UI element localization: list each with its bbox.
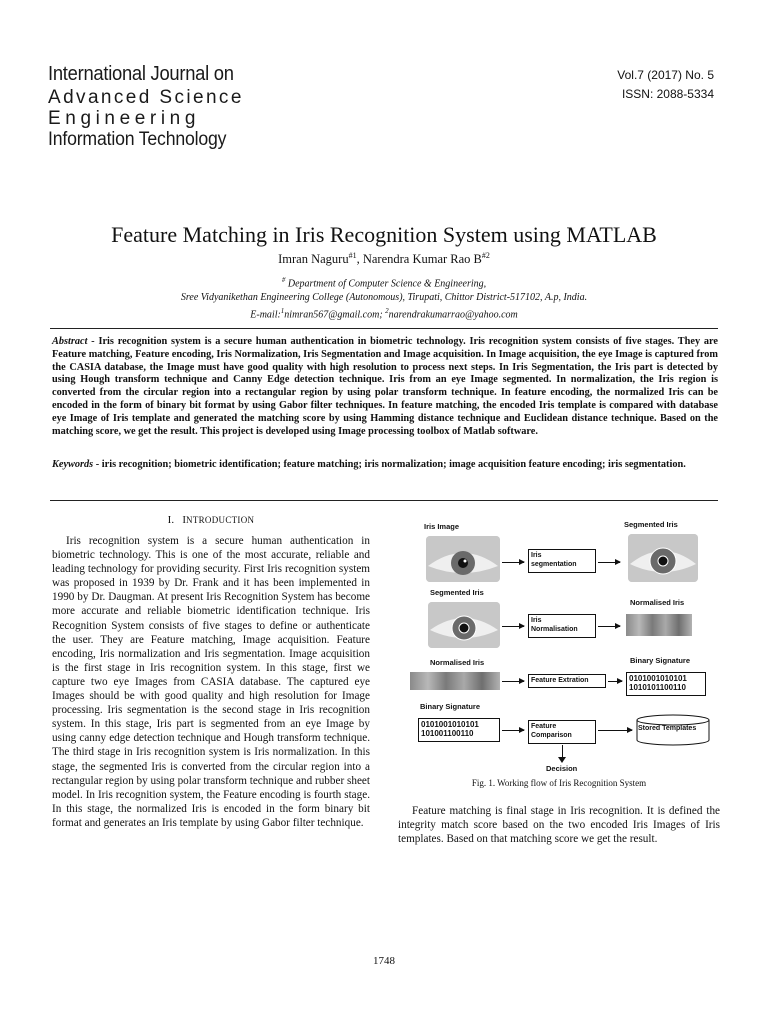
intro-paragraph: Iris recognition system is a secure human authentication in biometric technology. This is one of the most accurate, reliable and leading technology for providing security. First Iris recognition system was proposed in 1939 by Dr. Frank and it has been implemented in 1990 by Dr. Daugman. At present Iris Recognition System has become more accurate and reliable biometric identification technique. Iris Recognition System consists of five stages to define or authenticate the user. They are Feature matching, Image acquisition. Feature encoding, Iris normalization and Iris segmentation. Image acquisition is the first stage in Iris recognition system. In this stage, first we capture two eye Images from CASIA database. The captured eye Images should be with good quality and high resolution for Image processing. Iris segmentation is the second stage in Iris recognition system. In this stage, Iris part is segmented from an eye Image by using canny edge detection technique and Hough transform technique. The third stage in Iris recognition system is Iris normalization. In this stage, the segmented Iris is converted from the circular region into a rectangular region by using polar transform technique and rubber sheet model. In Iris recognition system, the Feature encoding is fourth stage. In this stage, the normalized Iris is encoded in the form binary bit format and generates an Iris template by using Gabor filter technique. <box>52 535 370 829</box>
journal-logo <box>48 64 250 149</box>
intro-paragraph-right: Feature matching is final stage in Iris recognition. It is defined the integrity match score based on the two encoded Iris Images of Iris templates. Based on that matching score we get the result. <box>398 805 720 846</box>
eye-icon <box>426 536 500 582</box>
divider <box>50 500 718 501</box>
section-title-initial: I <box>182 514 187 526</box>
keywords-label: Keywords <box>52 459 94 470</box>
affiliation-college: Sree Vidyanikethan Engineering College (Autonomous), Tirupati, Chittor District-517102, A.p, India. <box>180 292 588 303</box>
label-iris-image: Iris Image <box>424 522 460 531</box>
email-address[interactable]: narendrakumarrao@yahoo.com <box>388 309 518 321</box>
author-marker: #1 <box>348 251 357 260</box>
section-heading <box>52 514 370 526</box>
arrow-head <box>558 757 566 763</box>
flow-arrow <box>598 626 620 627</box>
normalised-iris-strip <box>626 614 692 636</box>
affiliation-marker: # <box>281 276 286 284</box>
section-number: I. <box>167 514 175 526</box>
box-iris-segmentation: Iris segmentation <box>528 549 596 573</box>
volume-number: Vol.7 (2017) No. 5 <box>617 68 714 82</box>
section-title-rest: NTRODUCTION <box>186 515 255 525</box>
normalised-iris-strip <box>410 672 500 690</box>
page-number: 1748 <box>373 955 395 967</box>
paper-title: Feature Matching in Iris Recognition System using MATLAB <box>111 222 657 247</box>
label-normalised-iris: Normalised Iris <box>630 598 685 607</box>
email-line <box>0 307 768 320</box>
journal-name-line1: International Journal on <box>48 63 234 85</box>
segmented-eye-image <box>628 534 698 582</box>
author-name: Narendra Kumar Rao B <box>362 252 482 267</box>
keywords-block <box>52 457 718 473</box>
flow-arrow <box>598 562 620 563</box>
affiliation-department <box>0 276 768 289</box>
box-iris-normalisation: Iris Normalisation <box>528 614 596 638</box>
journal-name-line3: Engineering <box>48 108 201 129</box>
flow-arrow <box>598 730 632 731</box>
divider <box>50 328 718 329</box>
flow-arrow <box>502 730 524 731</box>
eye-icon <box>428 602 500 648</box>
department-text: Department of Computer Science & Engineering, <box>285 278 487 290</box>
journal-volume-info <box>617 66 714 104</box>
binary-code-box: 0101001010101 101001100110 <box>418 718 500 742</box>
flow-arrow <box>608 681 622 682</box>
email-marker: 1 <box>280 307 285 315</box>
eye-icon <box>628 534 698 582</box>
label-normalised-iris: Normalised Iris <box>430 658 485 667</box>
box-feature-comparison: Feature Comparison <box>528 720 596 744</box>
figure-flow-diagram <box>400 514 720 776</box>
abstract-block <box>52 336 718 438</box>
box-feature-extration: Feature Extration <box>528 674 606 688</box>
binary-code-box: 0101001010101 1010101100110 <box>626 672 706 696</box>
label-binary-signature: Binary Signature <box>420 702 481 711</box>
email-address[interactable]: nimran567@gmail.com; <box>284 309 386 321</box>
author-name: Imran Naguru <box>278 252 349 267</box>
eye-image <box>426 536 500 582</box>
issn-number: ISSN: 2088-5334 <box>621 87 714 101</box>
abstract-text: Iris recognition system is a secure human authentication in biometric technology. Iris recognition system consists of five stages. They are Feature matching, Feature encoding, Iris Normalization, Iris Segmentation and Image acquisition. In Image acquisition, the eye Image is captured from the CASIA database, the Image must have good quality with high resolution to process next steps. In Iris Segmentation, the Iris part is detected by using Hough transform technique and Canny Edge detection technique. Iris from an eye Image segmented. In normalization, the Iris region is converted from the circular region into a rectangular region by using polar transform technique. In feature encoding, the normalized Iris can be encoded in the form of binary bit format by using Gabor filter techniques. In feature matching, the encoded Iris template is compared with database eye Image of Iris template and generated the matching score by using Hamming distance technique and Euclidean distance technique. Based on the matching score, we get the result. This project is developed using Image processing toolbox of Matlab software. <box>52 336 718 437</box>
journal-name-line4: Information Technology <box>48 129 227 150</box>
author-marker: #2 <box>481 251 490 260</box>
flow-arrow <box>502 626 524 627</box>
email-prefix: E-mail: <box>250 309 281 321</box>
flow-arrow <box>502 681 524 682</box>
email-marker: 2 <box>385 307 389 315</box>
segmented-eye-image <box>428 602 500 648</box>
label-binary-signature: Binary Signature <box>630 656 691 665</box>
label-segmented-iris: Segmented Iris <box>624 520 678 529</box>
label-stored-templates: Stored Templates <box>638 725 697 732</box>
abstract-label: Abstract - <box>52 336 95 347</box>
author-separator: , <box>356 252 363 267</box>
figure-caption: Fig. 1. Working flow of Iris Recognition System <box>471 778 647 788</box>
author-list <box>0 251 768 267</box>
journal-name-line2: Advanced Science <box>48 87 244 108</box>
label-segmented-iris: Segmented Iris <box>430 588 484 597</box>
label-decision: Decision <box>546 764 578 773</box>
flow-arrow <box>502 562 524 563</box>
keywords-text: - iris recognition; biometric identification; feature matching; iris normalization; image acquisition feature encoding; iris segmentation. <box>93 459 686 470</box>
